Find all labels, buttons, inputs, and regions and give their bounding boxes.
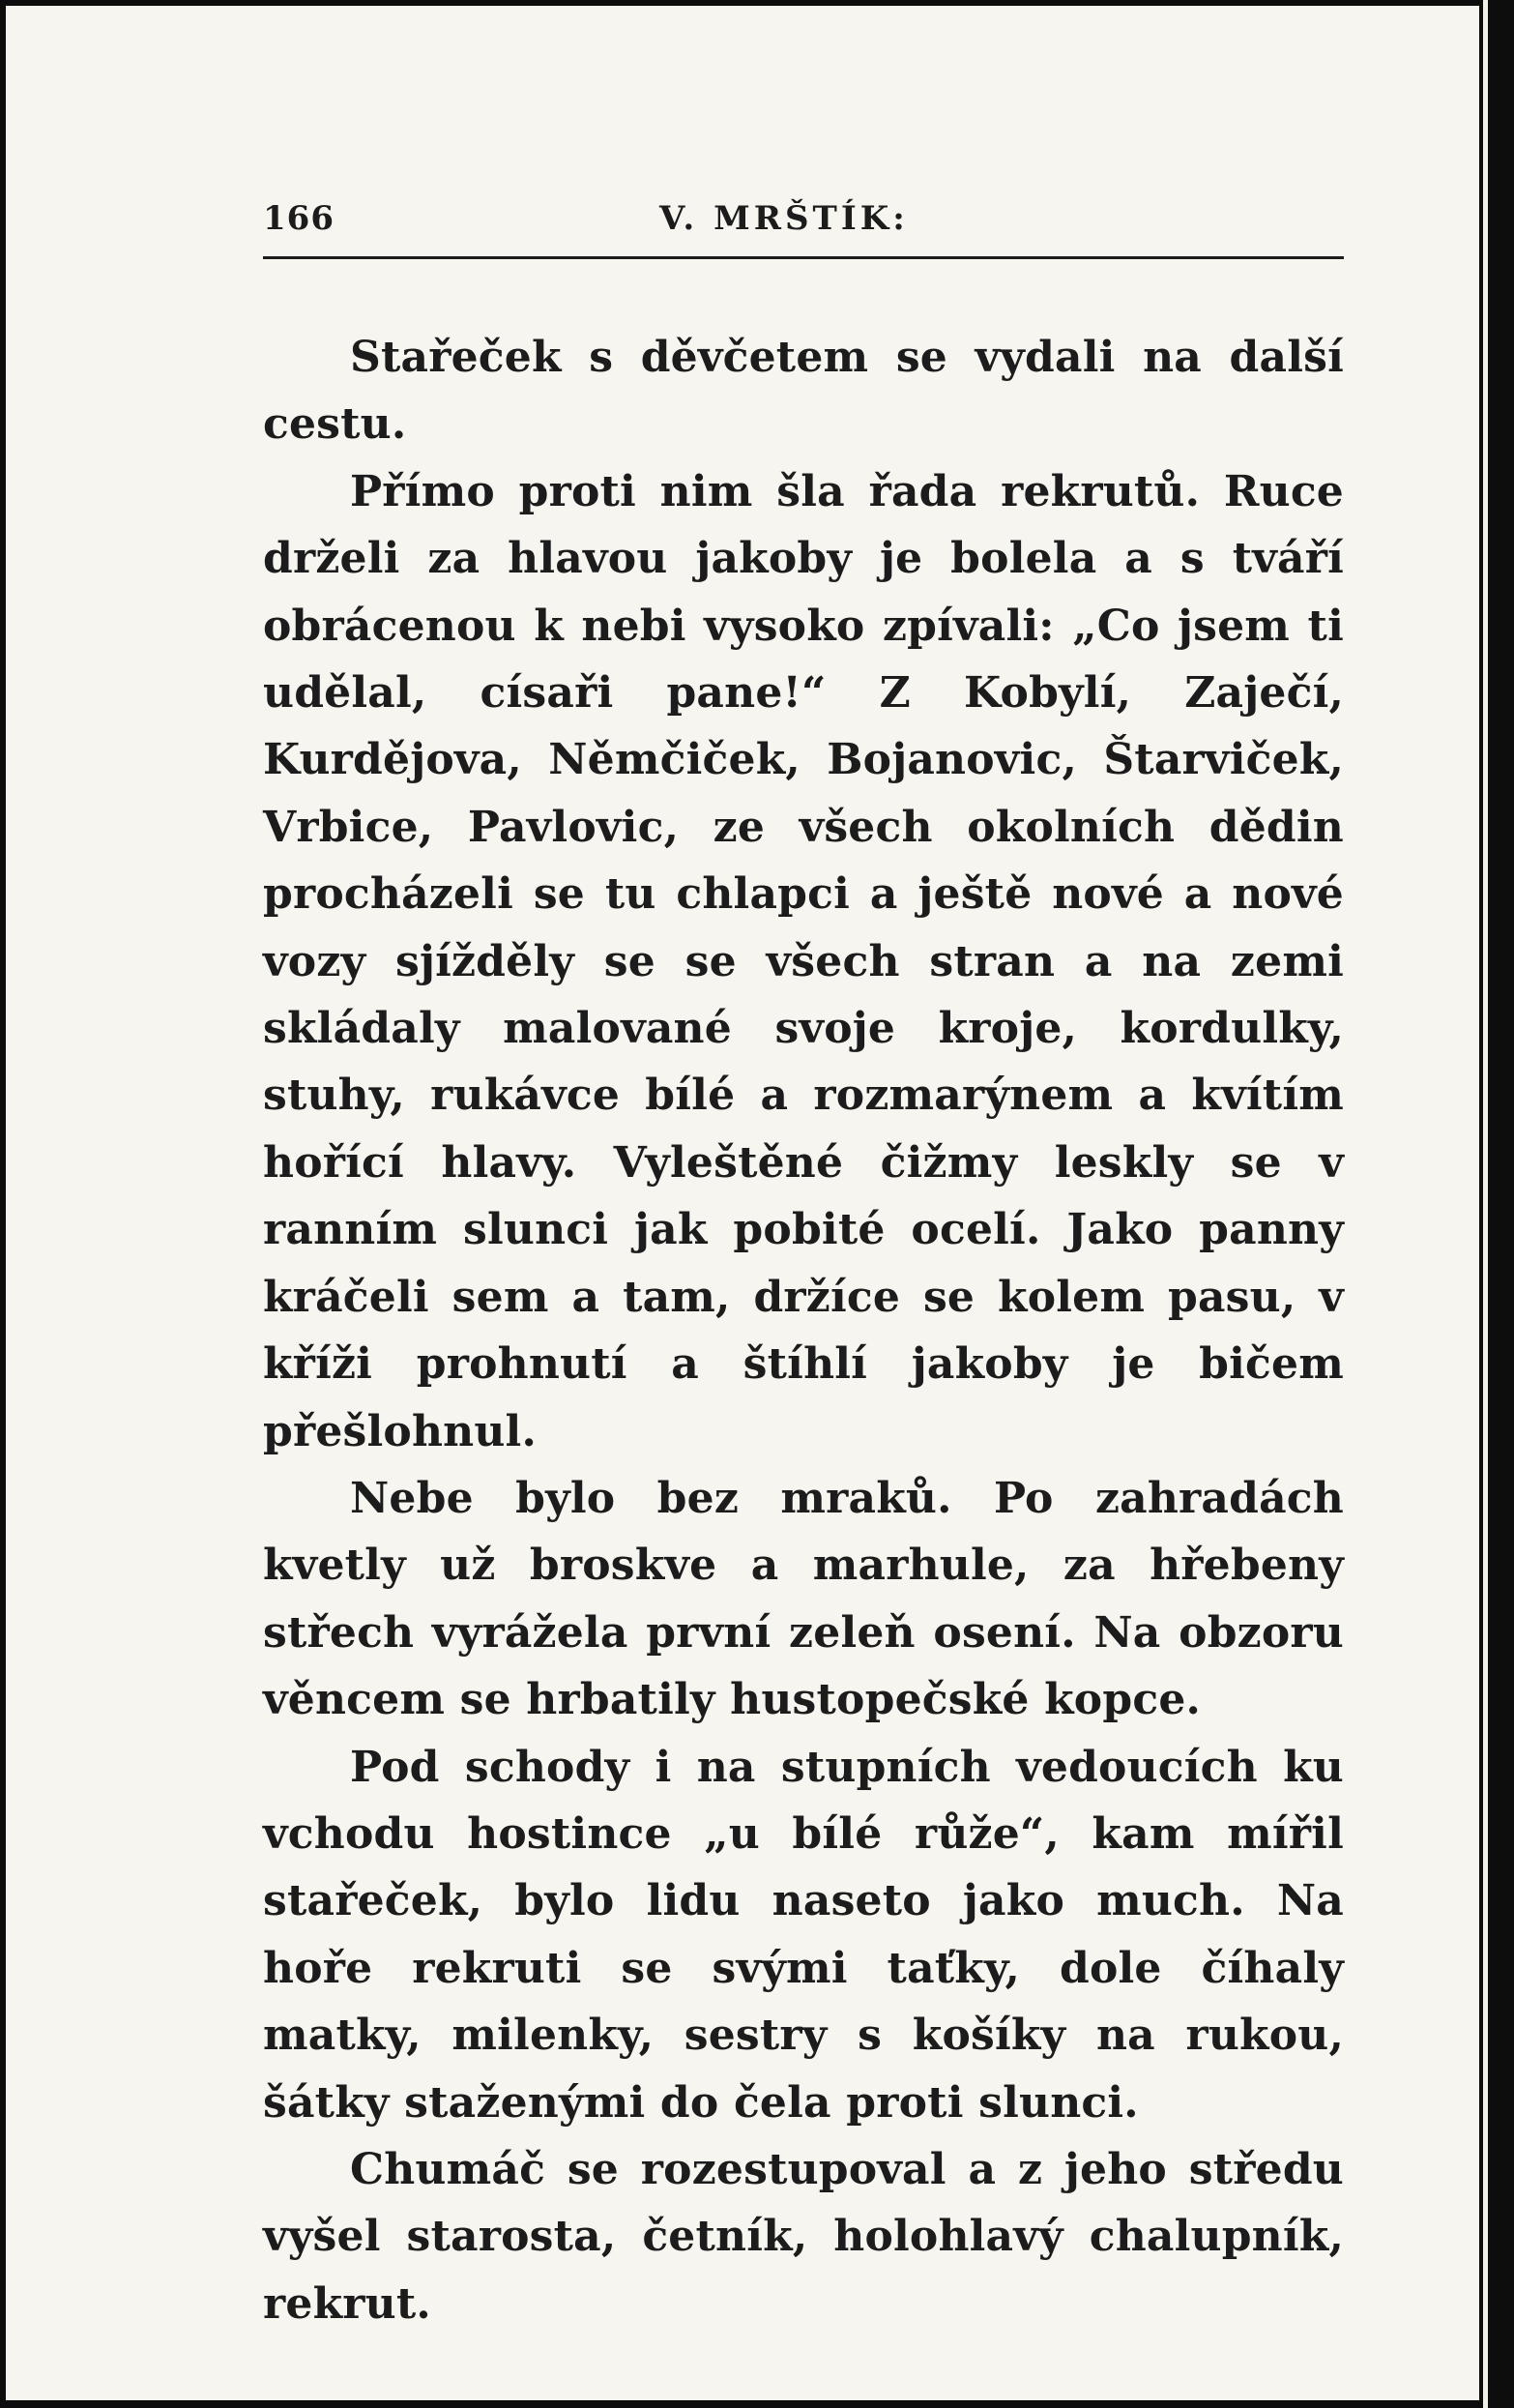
paragraph: Stařeček s děvčetem se vydali na další cestu. [263, 333, 1344, 450]
scan-edge [1479, 0, 1514, 2408]
paragraph: Chumáč se rozestupoval a z jeho středu vyšel starosta, četník, holohlavý chalupník, rekrut. [263, 2144, 1344, 2329]
body-text [263, 324, 1344, 2337]
header-rule [263, 256, 1344, 259]
running-title: V. MRŠTÍK: [659, 199, 909, 238]
paragraph: Přímo proti nim šla řada rekrutů. Ruce drželi za hlavou jakoby je bolela a s tváří obrácenou k nebi vysoko zpívali: „Co jsem ti udělal, císaři pane!“ Z Kobylí, Zaječí, Kurdějova, Němčiček, Bojanovic, Štarviček, Vrbice, Pavlovic, ze všech okolních dědin procházeli se tu chlapci a ještě nové a nové vozy sjížděly se se všech stran a na zemi skládaly malované svoje kroje, kordulky, stuhy, rukávce bílé a rozmarýnem a kvítím hořící hlavy. Vyleštěné čižmy leskly se v ranním slunci jak pobité ocelí. Jako panny kráčeli sem a tam, držíce se kolem pasu, v kříži prohnutí a štíhlí jakoby je bičem přešlohnul. [263, 466, 1344, 1456]
paragraph: Pod schody i na stupních vedoucích ku vchodu hostince „u bílé růže“, kam mířil stařeček, bylo lidu naseto jako much. Na hoře rekruti se svými taťky, dole číhaly matky, milenky, sestry s košíky na rukou, šátky staženými do čela proti slunci. [263, 1742, 1344, 2128]
page-header [263, 193, 1344, 253]
paragraph: Nebe bylo bez mraků. Po zahradách kvetly už broskve a marhule, za hřebeny střech vyrážela první zeleň osení. Na obzoru věncem se hrbatily hustopečské kopce. [263, 1473, 1344, 1725]
page-number: 166 [263, 199, 335, 238]
